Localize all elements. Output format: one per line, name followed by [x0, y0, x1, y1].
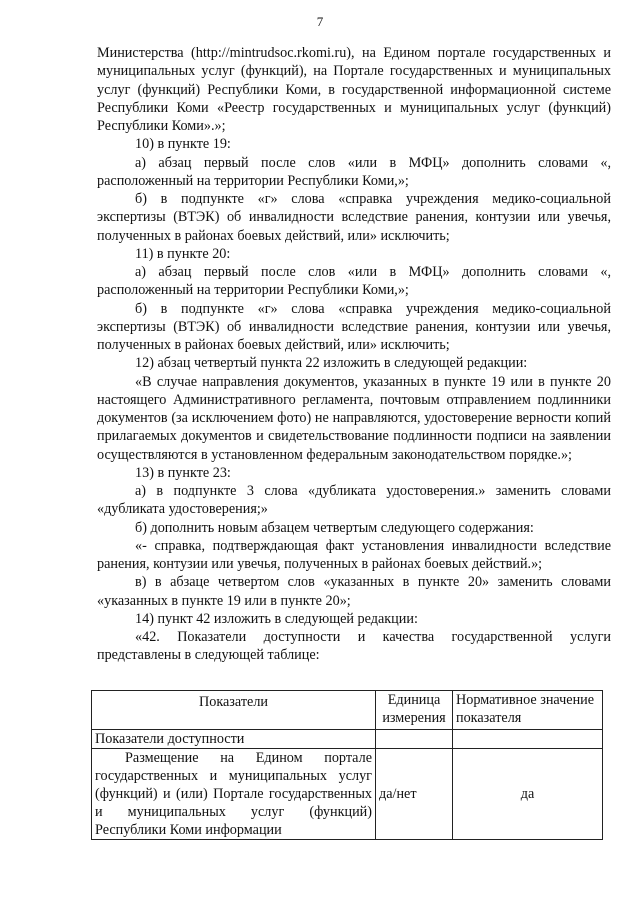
- indicator-cell: Размещение на Едином портале государственных и муниципальных услуг (функций) и (или) Портале государственных и муниципальных услуг (функций) Республики Коми информации: [92, 749, 376, 840]
- paragraph: Министерства (http://mintrudsoc.rkomi.ru), на Едином портале государственных и муниципальных услуг (функций), на Портале государственных и муниципальных услуг (функций) Республики Коми, в государственной информационной системе Республики Коми «Реестр государственных и муниципальных услуг (функций) Республики Коми».»;: [97, 45, 611, 134]
- section-title: Показатели доступности: [92, 730, 376, 749]
- section-empty-cell: [453, 730, 603, 749]
- paragraph: 14) пункт 42 изложить в следующей редакции:: [135, 610, 418, 627]
- paragraph: а) абзац первый после слов «или в МФЦ» дополнить словами «, расположенный на территории Республики Коми,»;: [97, 154, 611, 189]
- paragraph: б) в подпункте «г» слова «справка учреждения медико-социальной экспертизы (ВТЭК) об инвалидности вследствие ранения, контузии или увечья, полученных в районах боевых действий, или» исключить;: [97, 300, 611, 353]
- header-unit: Единица измерения: [376, 691, 453, 730]
- paragraph: 13) в пункте 23:: [135, 464, 231, 481]
- paragraph: в) в абзаце четвертом слов «указанных в пункте 20» заменить словами «указанных в пункте 19 или в пункте 20»;: [97, 574, 611, 609]
- document-body: [97, 44, 611, 665]
- table-row: [92, 749, 603, 840]
- paragraph: б) в подпункте «г» слова «справка учреждения медико-социальной экспертизы (ВТЭК) об инвалидности вследствие ранения, контузии или увечья, полученных в районах боевых действий, или» исключить;: [97, 191, 611, 244]
- paragraph: «В случае направления документов, указанных в пункте 19 или в пункте 20 настоящего Административного регламента, почтовым отправлением подлинники документов (за исключением фото) не направляются, удостоверение верности копий прилагаемых документов и свидетельствование подлинности подписи на заявлении осуществляются в установленном федеральным законодательством порядке.»;: [97, 373, 611, 463]
- paragraph: б) дополнить новым абзацем четвертым следующего содержания:: [135, 519, 534, 536]
- paragraph: а) абзац первый после слов «или в МФЦ» дополнить словами «, расположенный на территории Республики Коми,»;: [97, 264, 611, 299]
- section-empty-cell: [376, 730, 453, 749]
- paragraph: 10) в пункте 19:: [135, 136, 231, 153]
- paragraph: а) в подпункте 3 слова «дубликата удостоверения.» заменить словами «дубликата удостоверения;»: [97, 483, 611, 518]
- paragraph: 12) абзац четвертый пункта 22 изложить в следующей редакции:: [135, 355, 528, 372]
- value-cell: да: [453, 749, 603, 840]
- paragraph: «- справка, подтверждающая факт установления инвалидности вследствие ранения, контузии или увечья, полученных в районах боевых действий.»;: [97, 537, 611, 572]
- table-section-row: [92, 730, 603, 749]
- header-norm-value: Нормативное значение показателя: [453, 691, 603, 730]
- unit-cell: да/нет: [376, 749, 453, 840]
- table-header-row: [92, 691, 603, 730]
- page-number: 7: [316, 14, 324, 29]
- paragraph: 11) в пункте 20:: [135, 245, 231, 262]
- indicators-table: [91, 690, 603, 840]
- header-indicators: Показатели: [92, 691, 376, 730]
- paragraph: «42. Показатели доступности и качества государственной услуги представлены в следующей таблице:: [97, 629, 611, 664]
